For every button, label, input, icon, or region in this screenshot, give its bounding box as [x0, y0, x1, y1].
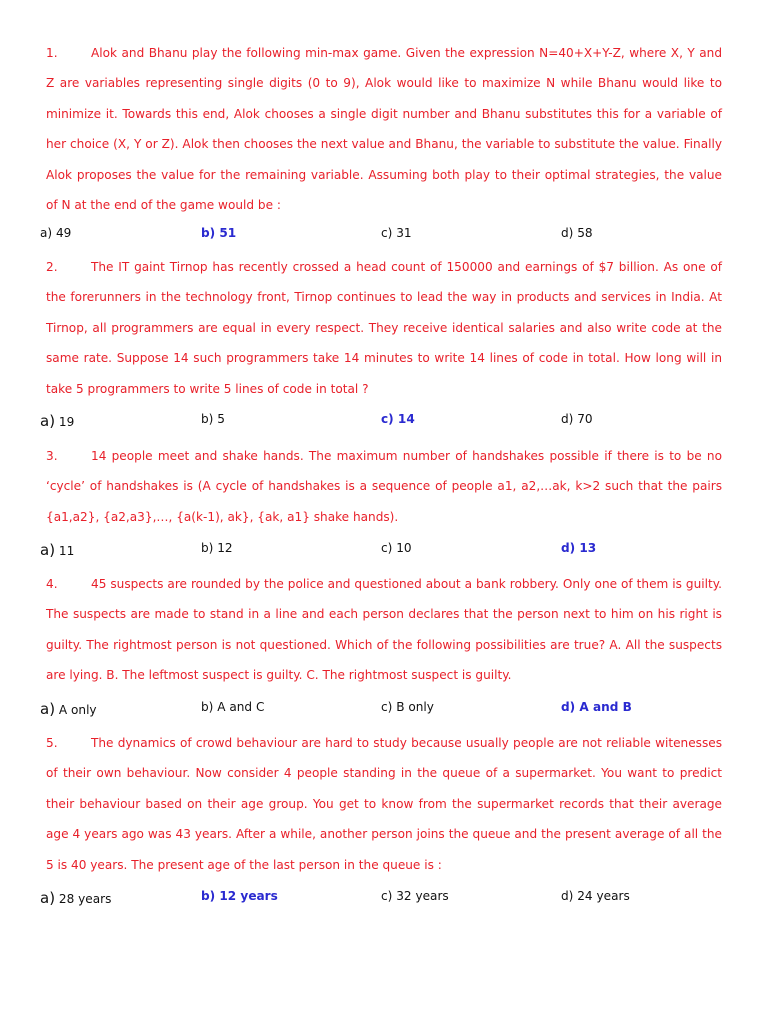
- question-4-option-b: b) A and C: [201, 700, 265, 714]
- question-3-number: 3.: [46, 449, 58, 463]
- question-1-options: [20, 226, 720, 246]
- question-1-option-b-correct: b) 51: [201, 226, 237, 240]
- question-1-text: 1. Alok and Bhanu play the following min-max game. Given the expression N=40+X+Y-Z, where X, Y and Z are variables representing single digits (0 to 9), Alok would like to maximize N while Bhanu would like to minimize it. Towards this end, Alok chooses a single digit number and Bhanu substitutes this for a variable of her choice (X, Y or Z). Alok then chooses the next value and Bhanu, the variable to substitute the value. Finally Alok proposes the value for the remaining variable. Assuming both play to their optimal strategies, the value of N at the end of the game would be :: [46, 38, 722, 220]
- question-2-options: [20, 412, 720, 432]
- question-2-option-a: a) 19: [40, 412, 75, 430]
- question-3-option-b: b) 12: [201, 541, 233, 555]
- question-5: [40, 728, 722, 907]
- question-2: [40, 252, 722, 430]
- question-3: [40, 441, 722, 559]
- question-2-option-b: b) 5: [201, 412, 225, 426]
- question-3-option-d-correct: d) 13: [561, 541, 597, 555]
- question-2-number: 2.: [46, 260, 58, 274]
- question-1-option-c: c) 31: [381, 226, 412, 240]
- question-2-text: 2. The IT gaint Tirnop has recently crossed a head count of 150000 and earnings of $7 billion. As one of the forerunners in the technology front, Tirnop continues to lead the way in products and services in India. At Tirnop, all programmers are equal in every respect. They receive identical salaries and also write code at the same rate. Suppose 14 such programmers take 14 minutes to write 14 lines of code in total. How long will in take 5 programmers to write 5 lines of code in total ?: [46, 252, 722, 404]
- question-5-text: 5. The dynamics of crowd behaviour are hard to study because usually people are not reliable witenesses of their own behaviour. Now consider 4 people standing in the queue of a supermarket. You want to predict their behaviour based on their age group. You get to know from the supermarket records that their average age 4 years ago was 43 years. After a while, another person joins the queue and the present average of all the 5 is 40 years. The present age of the last person in the queue is :: [46, 728, 722, 880]
- question-3-options: [20, 541, 720, 561]
- question-1-option-d: d) 58: [561, 226, 593, 240]
- question-1-option-a: a) 49: [40, 226, 72, 240]
- question-5-number: 5.: [46, 736, 58, 750]
- question-5-option-a: a) 28 years: [40, 889, 112, 907]
- question-4-number: 4.: [46, 577, 58, 591]
- question-1: [40, 38, 722, 240]
- question-3-text: 3. 14 people meet and shake hands. The maximum number of handshakes possible if there is to be no ‘cycle’ of handshakes is (A cycle of handshakes is a sequence of people a1, a2,…ak, k>2 such that the pairs {a1,a2}, {a2,a3},…, {a(k-1), ak}, {ak, a1} shake hands).: [46, 441, 722, 532]
- question-4-option-d-correct: d) A and B: [561, 700, 632, 714]
- question-4-option-a: a) A only: [40, 700, 97, 718]
- question-5-option-c: c) 32 years: [381, 889, 449, 903]
- question-3-option-c: c) 10: [381, 541, 412, 555]
- question-2-option-c-correct: c) 14: [381, 412, 415, 426]
- question-4: [40, 569, 722, 718]
- question-5-option-b-correct: b) 12 years: [201, 889, 278, 903]
- question-4-options: [20, 700, 720, 720]
- question-2-option-d: d) 70: [561, 412, 593, 426]
- question-1-number: 1.: [46, 46, 58, 60]
- question-3-option-a: a) 11: [40, 541, 75, 559]
- question-4-text: 4. 45 suspects are rounded by the police and questioned about a bank robbery. Only one of them is guilty. The suspects are made to stand in a line and each person declares that the person next to him on his right is guilty. The rightmost person is not questioned. Which of the following possibilities are true? A. All the suspects are lying. B. The leftmost suspect is guilty. C. The rightmost suspect is guilty.: [46, 569, 722, 691]
- question-5-options: [20, 889, 720, 909]
- question-4-option-c: c) B only: [381, 700, 434, 714]
- question-5-option-d: d) 24 years: [561, 889, 630, 903]
